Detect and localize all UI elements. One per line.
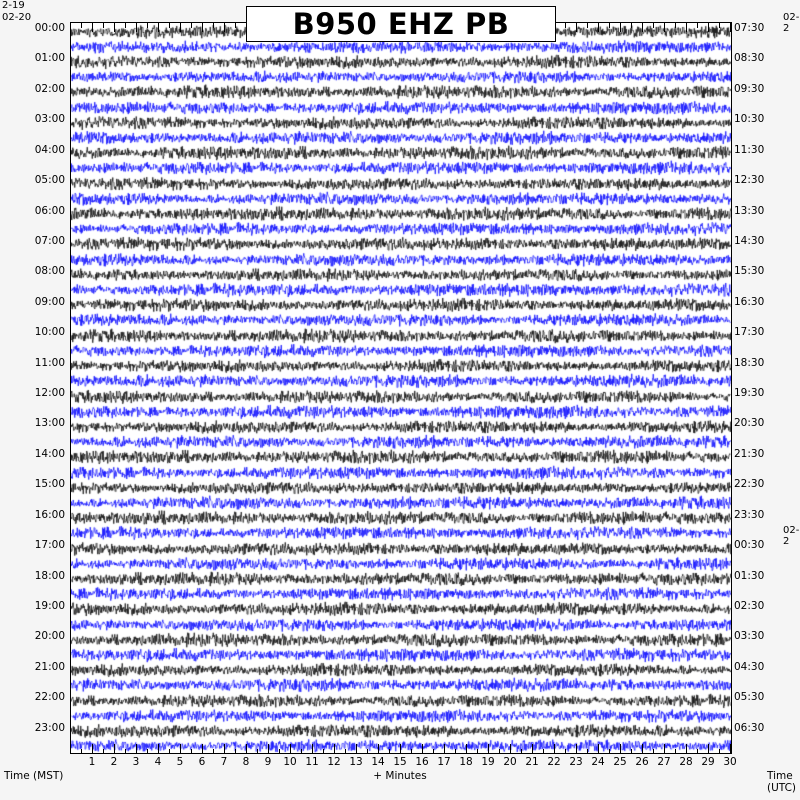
bottom-tick-axis (70, 744, 730, 753)
left-hour-label: 13:00 (34, 417, 65, 430)
x-tick-label: 10 (283, 756, 297, 768)
left-hour-label: 07:00 (34, 234, 65, 247)
x-tick-label: 22 (547, 756, 561, 768)
corner-date-top-left-2: 02-20 (2, 12, 32, 23)
right-hour-label: 13:30 (734, 204, 765, 217)
x-tick-label: 20 (503, 756, 517, 768)
corner-date-mid-right: 02-2 (783, 525, 800, 547)
x-tick-label: 19 (481, 756, 495, 768)
right-hour-label: 20:30 (734, 417, 765, 430)
x-tick-label: 18 (459, 756, 473, 768)
x-tick-label: 14 (371, 756, 385, 768)
left-hour-label: 16:00 (34, 508, 65, 521)
x-tick-label: 2 (110, 756, 118, 768)
right-hour-label: 17:30 (734, 326, 765, 339)
left-hour-label: 08:00 (34, 265, 65, 278)
left-hour-label: 19:00 (34, 599, 65, 612)
x-tick-label: 9 (264, 756, 272, 768)
right-hour-label: 23:30 (734, 508, 765, 521)
left-hour-label: 10:00 (34, 326, 65, 339)
right-hour-label: 11:30 (734, 143, 765, 156)
left-hour-label: 02:00 (34, 82, 65, 95)
page-title: B950 EHZ PB (292, 7, 510, 41)
left-hour-label: 01:00 (34, 52, 65, 65)
x-tick-label: 16 (415, 756, 429, 768)
left-hour-label: 21:00 (34, 660, 65, 673)
right-hour-label: 05:30 (734, 691, 765, 704)
x-tick-label: 25 (613, 756, 627, 768)
x-tick-label: 23 (569, 756, 583, 768)
x-tick-label: 15 (393, 756, 407, 768)
x-tick-label: 24 (591, 756, 605, 768)
chart-title-box (246, 6, 556, 42)
right-hour-label: 03:30 (734, 630, 765, 643)
x-tick-label: 29 (701, 756, 715, 768)
left-hour-label: 17:00 (34, 539, 65, 552)
x-tick-label: 26 (635, 756, 649, 768)
left-hour-label: 22:00 (34, 691, 65, 704)
left-hour-label: 12:00 (34, 387, 65, 399)
x-tick-label: 3 (132, 756, 140, 768)
x-tick-label: 1 (88, 756, 96, 768)
right-hour-label: 22:30 (734, 478, 765, 491)
x-tick-label: 5 (176, 756, 184, 768)
left-hour-label: 11:00 (34, 356, 65, 369)
right-hour-label: 01:30 (734, 569, 765, 582)
left-hour-label: 20:00 (34, 630, 65, 643)
right-hour-label: 19:30 (734, 387, 765, 399)
corner-date-top-left-1: 2-19 (2, 0, 25, 11)
left-hour-label: 09:00 (34, 295, 65, 308)
right-hour-label: 18:30 (734, 356, 765, 369)
right-hour-label: 16:30 (734, 295, 765, 308)
right-hour-label: 21:30 (734, 447, 765, 460)
x-tick-label: 12 (327, 756, 341, 768)
right-hour-label: 07:30 (734, 22, 765, 34)
left-hour-label: 04:00 (34, 143, 65, 156)
right-hour-label: 02:30 (734, 599, 765, 612)
right-hour-label: 00:30 (734, 539, 765, 552)
right-hour-label: 06:30 (734, 721, 765, 734)
x-tick-label: 21 (525, 756, 539, 768)
left-hour-label: 23:00 (34, 721, 65, 734)
left-hour-label: 05:00 (34, 174, 65, 187)
x-tick-label: 4 (154, 756, 162, 768)
right-hour-label: 10:30 (734, 113, 765, 126)
right-hour-label: 04:30 (734, 660, 765, 673)
right-hour-label: 15:30 (734, 265, 765, 278)
left-hour-label: 06:00 (34, 204, 65, 217)
right-axis-caption: Time (UTC) (767, 770, 797, 794)
corner-date-top-right: 02-2 (783, 12, 800, 34)
helicorder-plot (70, 22, 732, 754)
left-hour-label: 00:00 (34, 22, 65, 34)
x-tick-label: 8 (242, 756, 250, 768)
left-hour-label: 03:00 (34, 113, 65, 126)
x-tick-label: 6 (198, 756, 206, 768)
left-hour-label: 15:00 (34, 478, 65, 491)
right-hour-label: 14:30 (734, 234, 765, 247)
right-hour-label: 09:30 (734, 82, 765, 95)
x-tick-label: 28 (679, 756, 693, 768)
right-hour-label: 08:30 (734, 52, 765, 65)
center-axis-caption: + Minutes (373, 770, 427, 782)
x-tick-label: 11 (305, 756, 319, 768)
left-axis-caption: Time (MST) (4, 770, 64, 782)
left-hour-label: 14:00 (34, 447, 65, 460)
x-tick-label: 7 (220, 756, 228, 768)
right-hour-label: 12:30 (734, 174, 765, 187)
x-tick-label: 27 (657, 756, 671, 768)
x-tick-label: 30 (723, 756, 737, 768)
left-hour-label: 18:00 (34, 569, 65, 582)
x-tick-label: 17 (437, 756, 451, 768)
x-tick-label: 13 (349, 756, 363, 768)
